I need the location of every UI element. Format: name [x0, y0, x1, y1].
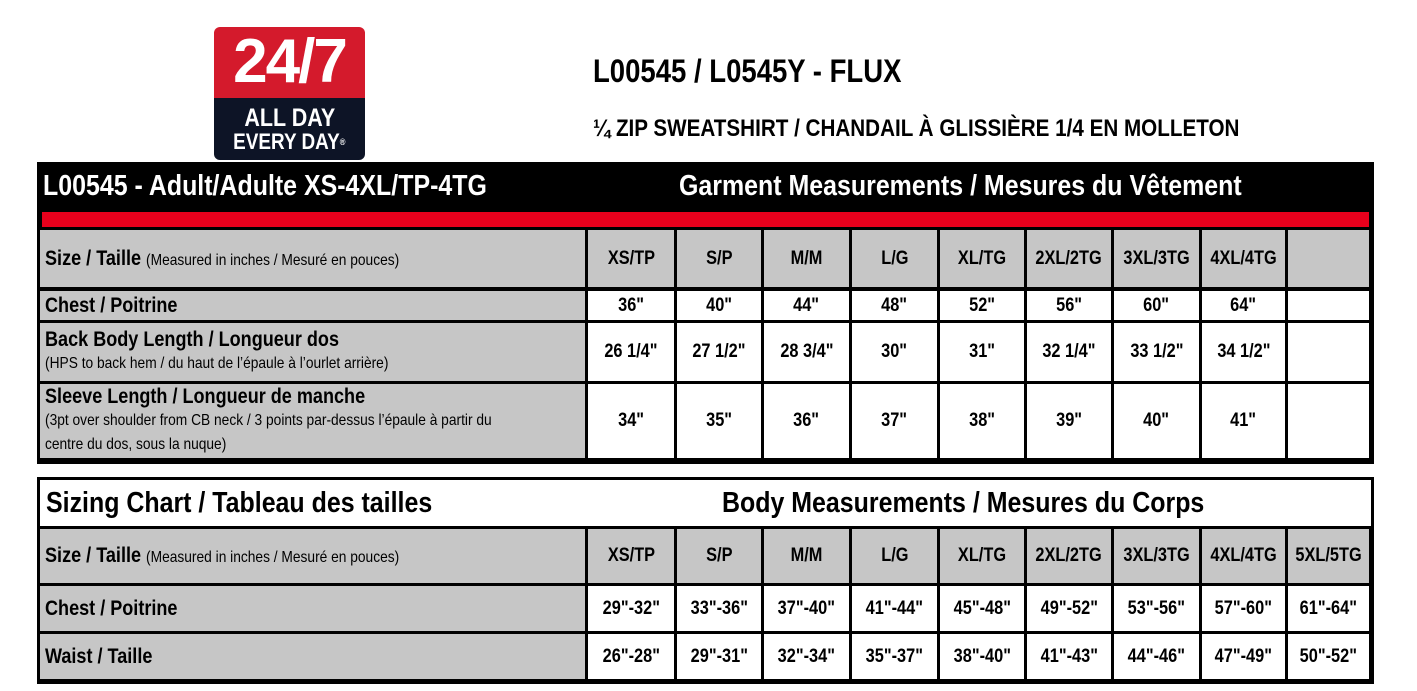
body-size-header: L/G [852, 529, 937, 583]
garment-value-cell: 36" [764, 384, 849, 458]
body-value-cell: 50"-52" [1288, 634, 1369, 679]
body-value-cell: 44"-46" [1114, 634, 1199, 679]
garment-value-cell [1288, 323, 1369, 381]
body-table-header [40, 480, 1371, 526]
garment-value-cell: 26 1/4" [588, 323, 674, 381]
garment-row-note: centre du dos, sous la nuque) [45, 436, 227, 453]
garment-table-header [37, 162, 1374, 211]
garment-size-header: XL/TG [940, 230, 1024, 287]
garment-row-label: Chest / Poitrine [45, 293, 178, 317]
body-size-label-cell [40, 529, 585, 583]
body-size-header: 2XL/2TG [1027, 529, 1111, 583]
body-value-cell: 29"-31" [677, 634, 761, 679]
garment-value-cell: 40" [677, 291, 761, 320]
body-value-cell: 29"-32" [588, 586, 674, 631]
garment-value-cell: 36" [588, 291, 674, 320]
body-row-label-cell [40, 586, 585, 631]
garment-size-header: S/P [677, 230, 761, 287]
garment-value-cell: 41" [1202, 384, 1285, 458]
body-size-header: S/P [677, 529, 761, 583]
body-value-cell: 26"-28" [588, 634, 674, 679]
product-title: L00545 / L0545Y - FLUX [593, 53, 902, 89]
garment-value-cell: 64" [1202, 291, 1285, 320]
body-row-label: Waist / Taille [45, 644, 153, 668]
body-size-header: XS/TP [588, 529, 674, 583]
garment-size-header: XS/TP [588, 230, 674, 287]
garment-value-cell: 52" [940, 291, 1024, 320]
body-size-header: XL/TG [940, 529, 1024, 583]
body-value-cell: 41"-43" [1027, 634, 1111, 679]
body-size-label: Size / Taille (Measured in inches / Mesuré en pouces) [45, 544, 400, 567]
body-value-cell: 49"-52" [1027, 586, 1111, 631]
garment-size-header: 2XL/2TG [1027, 230, 1111, 287]
garment-size-header: 4XL/4TG [1202, 230, 1285, 287]
garment-heading-left: L00545 - Adult/Adulte XS-4XL/TP-4TG [43, 170, 487, 202]
garment-row-note: (3pt over shoulder from CB neck / 3 points par-dessus l’épaule à partir du [45, 412, 492, 429]
garment-value-cell: 38" [940, 384, 1024, 458]
garment-value-cell: 28 3/4" [764, 323, 849, 381]
garment-row-label-cell [40, 384, 585, 458]
body-heading-right: Body Measurements / Mesures du Corps [722, 487, 1205, 519]
logo-red-panel [214, 27, 365, 98]
garment-size-header: 3XL/3TG [1114, 230, 1199, 287]
garment-size-header [1288, 230, 1369, 287]
body-value-cell: 38"-40" [940, 634, 1024, 679]
garment-heading-right: Garment Measurements / Mesures du Vêtement [679, 170, 1242, 202]
body-size-header: 3XL/3TG [1114, 529, 1199, 583]
body-value-cell: 53"-56" [1114, 586, 1199, 631]
red-divider-bar [42, 212, 1369, 227]
garment-value-cell: 35" [677, 384, 761, 458]
garment-size-header: L/G [852, 230, 937, 287]
garment-value-cell: 34 1/2" [1202, 323, 1285, 381]
body-size-header: 4XL/4TG [1202, 529, 1285, 583]
garment-row-note: (HPS to back hem / du haut de l’épaule à l’ourlet arrière) [45, 355, 389, 372]
garment-value-cell: 27 1/2" [677, 323, 761, 381]
body-row-label: Chest / Poitrine [45, 596, 178, 620]
garment-value-cell: 32 1/4" [1027, 323, 1111, 381]
garment-value-cell: 37" [852, 384, 937, 458]
body-value-cell: 35"-37" [852, 634, 937, 679]
body-value-cell: 61"-64" [1288, 586, 1369, 631]
body-measurements-table [37, 477, 1374, 684]
body-size-header: M/M [764, 529, 849, 583]
garment-value-cell [1288, 291, 1369, 320]
garment-value-cell: 60" [1114, 291, 1199, 320]
body-size-header: 5XL/5TG [1288, 529, 1369, 583]
garment-row-label-cell [40, 323, 585, 381]
garment-value-cell: 48" [852, 291, 937, 320]
body-value-cell: 33"-36" [677, 586, 761, 631]
garment-value-cell: 31" [940, 323, 1024, 381]
garment-measurements-table [37, 162, 1374, 464]
body-value-cell: 47"-49" [1202, 634, 1285, 679]
body-value-cell: 41"-44" [852, 586, 937, 631]
garment-value-cell: 44" [764, 291, 849, 320]
garment-size-header: M/M [764, 230, 849, 287]
garment-row-label: Sleeve Length / Longueur de manche [45, 385, 366, 408]
garment-value-cell [1288, 384, 1369, 458]
body-value-cell: 45"-48" [940, 586, 1024, 631]
garment-row-label-cell [40, 291, 585, 320]
body-value-cell: 32"-34" [764, 634, 849, 679]
garment-size-label: Size / Taille (Measured in inches / Mesuré en pouces) [45, 246, 400, 270]
garment-value-cell: 39" [1027, 384, 1111, 458]
garment-value-cell: 40" [1114, 384, 1199, 458]
garment-size-label-cell [40, 230, 585, 287]
body-row-label-cell [40, 634, 585, 679]
logo-number: 24/7 [233, 27, 346, 96]
product-subtitle: ¼ ZIP SWEATSHIRT / CHANDAIL À GLISSIÈRE 1/4 EN MOLLETON [593, 115, 1240, 142]
body-heading-left: Sizing Chart / Tableau des tailles [46, 487, 433, 519]
logo-line2: EVERY DAY® [233, 129, 346, 154]
body-value-cell: 37"-40" [764, 586, 849, 631]
logo-line1: ALL DAY [244, 104, 335, 132]
body-value-cell: 57"-60" [1202, 586, 1285, 631]
brand-logo [214, 27, 365, 160]
garment-row-label: Back Body Length / Longueur dos [45, 328, 339, 351]
garment-value-cell: 34" [588, 384, 674, 458]
garment-value-cell: 56" [1027, 291, 1111, 320]
garment-value-cell: 30" [852, 323, 937, 381]
garment-value-cell: 33 1/2" [1114, 323, 1199, 381]
